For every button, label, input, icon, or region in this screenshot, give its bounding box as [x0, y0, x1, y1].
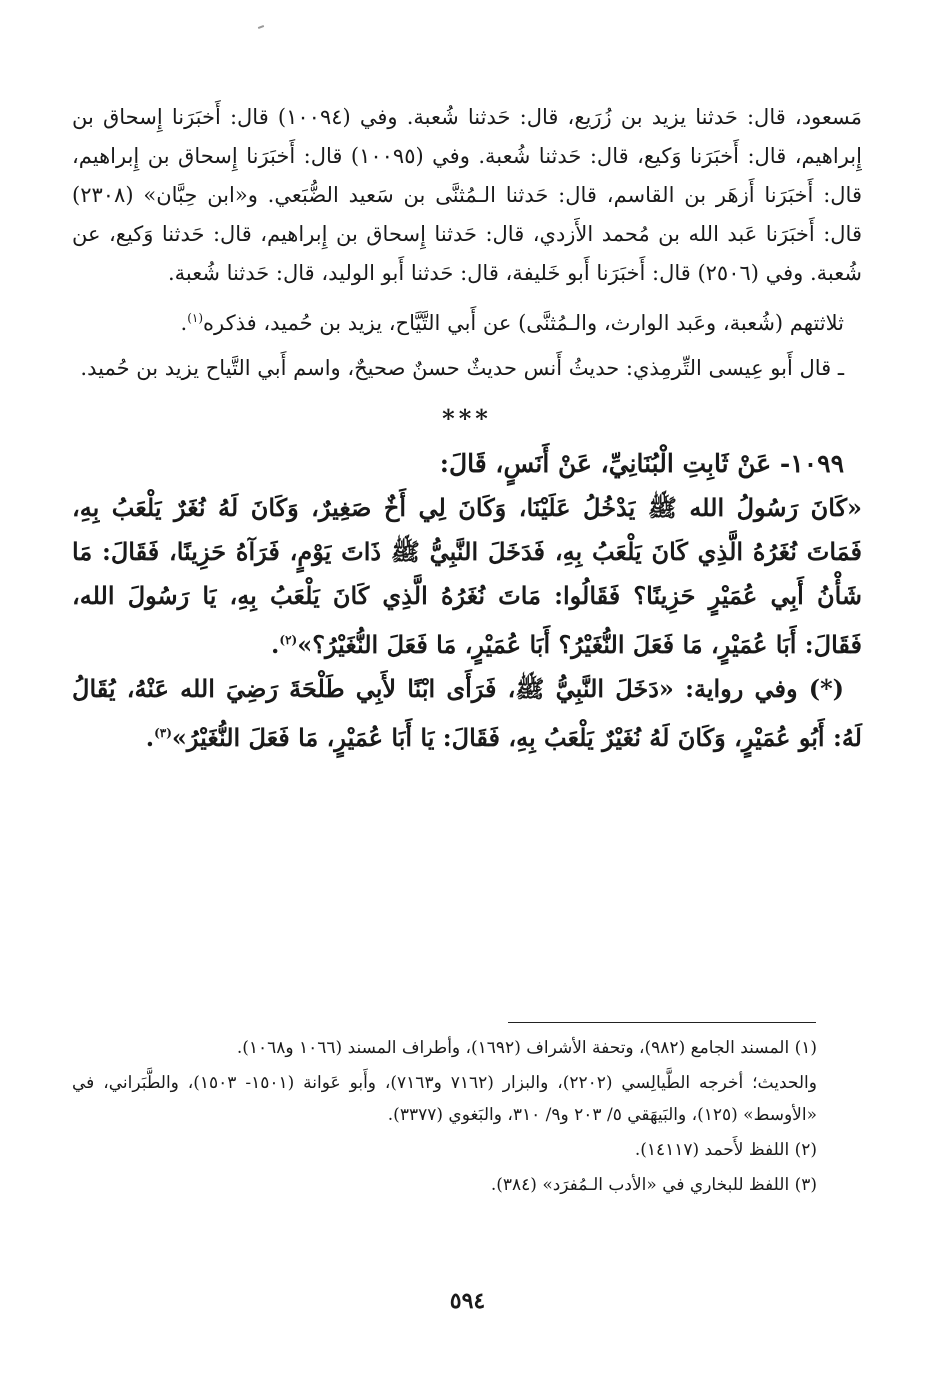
main-text [72, 98, 862, 760]
hadith-variant [72, 667, 862, 760]
summary-text: ثلاثتهم (شُعبة، وعَبد الوارث، والـمُثنَّى) عن أَبي التَّيَّاح، يزيد بن حُميد، فذكره [203, 311, 844, 335]
tirmidhi-comment: ـ قال أَبو عِيسى التِّرمِذي: حديثُ أَنس حديثٌ حسنٌ صحيحٌ، واسم أَبي التَّياح يزيد بن حُميد. [80, 356, 844, 380]
footnote-1: (١) المسند الجامع (٩٨٢)، وتحفة الأشراف (١٦٩٢)، وأطراف المسند (١٠٦٦ و١٠٦٨). [236, 1038, 817, 1058]
footnote-mark-3: (٣) [154, 726, 172, 740]
summary-paragraph [72, 299, 862, 343]
hadith-heading: ١٠٩٩- عَنْ ثَابِتِ الْبُنَانِيِّ، عَنْ أَنَسٍ، قَالَ: [439, 449, 844, 478]
hadith-matn [72, 486, 862, 667]
matn-end: . [271, 630, 280, 659]
footnote-3: (٣) اللفظ للبخاري في «الأدب الـمُفرَد» (٣٨٤). [490, 1175, 817, 1195]
footnote-mark-2: (٢) [279, 633, 298, 647]
footnote-1-continuation: والحديث؛ أخرجه الطَّيالِسي (٢٢٠٢)، والبزار (٧١٦٢ و٧١٦٣)، وأَبو عَوانة (١٥٠١- ١٥٠٣)، والطَّبَراني، في «الأوسط» (١٢٥)، والبَيهَقي ٥/ ٢٠٣ و٩/ ٣١٠، والبَغوي (٣٣٧٧). [72, 1073, 817, 1125]
footnote-2: (٢) اللفظ لأَحمد (١٤١١٧). [634, 1140, 817, 1160]
summary-end: . [180, 311, 188, 335]
page-number: ٥٩٤ [449, 1288, 486, 1314]
section-separator: *** [442, 404, 492, 433]
variant-text: (*) وفي رواية: «دَخَلَ النَّبِيُّ ﷺ، فَرَأَى ابْنًا لأَبِي طَلْحَةَ رَضِيَ الله عَنْهُ، يُقَالُ لَهُ: أَبُو عُمَيْرٍ، وَكَانَ لَهُ نُغَيْرٌ يَلْعَبُ بِهِ، فَقَالَ: يَا أَبَا عُمَيْرٍ، مَا فَعَلَ النُّغَيْرُ» [72, 674, 862, 752]
footnotes-section [72, 1032, 817, 1201]
scan-speck [258, 25, 264, 29]
variant-end: . [145, 723, 155, 752]
footnote-mark-1: (١) [187, 311, 204, 325]
footnote-divider [508, 1022, 816, 1023]
sanad-paragraph: مَسعود، قال: حَدثنا يزيد بن زُرَيع، قال: حَدثنا شُعبة. وفي (١٠٠٩٤) قال: أَخبَرَنا إِسحاق بن إِبراهيم، قال: أَخبَرَنا وَكيع، قال: حَدثنا شُعبة. وفي (١٠٠٩٥) قال: أَخبَرَنا إِسحاق بن إِبراهيم، قال: أَخبَرَنا أَزهَر بن القاسم، قال: حَدثنا الـمُثنَّى بن سَعيد الضُّبَعي. و«ابن حِبَّان» (٢٣٠٨) قال: أَخبَرَنا عَبد الله بن مُحمد الأَزدي، قال: حَدثنا إِسحاق بن إِبراهيم، قال: حَدثنا وَكيع، عن شُعبة. وفي (٢٥٠٦) قال: أَخبَرَنا أَبو خَليفة، قال: حَدثنا أَبو الوليد، قال: حَدثنا شُعبة. [72, 105, 863, 285]
matn-text: «كَانَ رَسُولُ الله ﷺ يَدْخُلُ عَلَيْنَا، وَكَانَ لِي أَخٌ صَغِيرٌ، وَكَانَ لَهُ نُغَرٌ يَلْعَبُ بِهِ، فَمَاتَ نُغَرُهُ الَّذِي كَانَ يَلْعَبُ بِهِ، فَدَخَلَ النَّبِيُّ ﷺ ذَاتَ يَوْمٍ، فَرَآهُ حَزِينًا، فَقَالَ: مَا شَأْنُ أَبِي عُمَيْرٍ حَزِينًا؟ فَقَالُوا: مَاتَ نُغَرُهُ الَّذِي كَانَ يَلْعَبُ بِهِ، يَا رَسُولَ الله، فَقَالَ: أَبَا عُمَيْرٍ، مَا فَعَلَ النُّغَيْرُ؟ أَبَا عُمَيْرٍ، مَا فَعَلَ النُّغَيْرُ؟» [72, 493, 862, 659]
